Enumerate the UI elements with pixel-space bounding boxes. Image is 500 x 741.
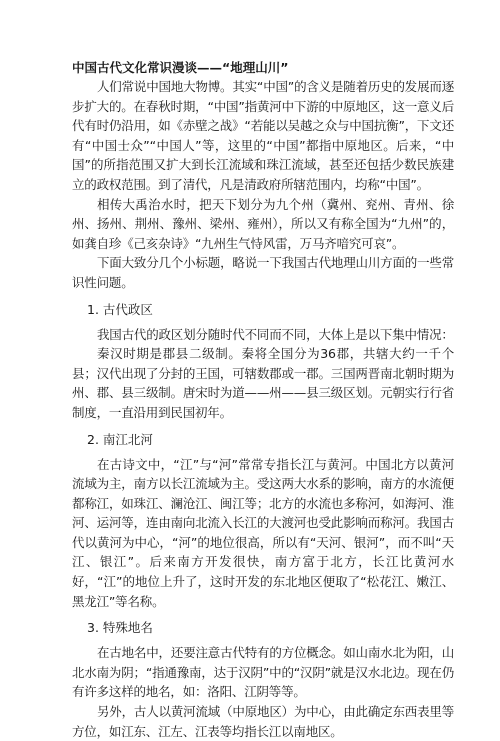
section-heading-1: 1. 古代政区 [87, 301, 153, 317]
section-heading-3: 3. 特殊地名 [87, 620, 153, 636]
section-2-paragraph-1: 在古诗文中，“江”与“河”常常专指长江与黄河。中国北方以黄河流域为主，南方以长江流域为主。受这两大水系的影响，南方的水流便都称江，如珠江、澜沧江、闽江等；北方的水流也多称河，如海河、淮河、运河等，连由南向北流入长江的大渡河也受此影响而称河。我国古代以黄河为中心，“河”的地位很高，所以有“天河、银河”，而不叫“天江、银江”。后来南方开发很快，南方富于北方，长江比黄河水好，“江”的地位上升了，这时开发的东北地区便取了“松花江、嫩江、黑龙江”等名称。 [72, 456, 454, 609]
intro-paragraph-3: 下面大致分几个小标题，略说一下我国古代地理山川方面的一些常识性问题。 [72, 255, 454, 290]
section-3-paragraph-1: 在古地名中，还要注意古代特有的方位概念。如山南水北为阳，山北水南为阴；“指通豫南，达于汉阴”中的“汉阴”就是汉水北边。现在仍有许多这样的地名，如：洛阳、江阴等等。 [72, 645, 454, 700]
section-3-paragraph-2: 另外，古人以黄河流域（中原地区）为中心，由此确定东西表里等方位，如江东、江左、江表等均指长江以南地区。 [72, 704, 454, 739]
section-1-paragraph-1: 我国古代的政区划分随时代不同而不同，大体上是以下集中情况： [97, 326, 454, 342]
intro-paragraph-1: 人们常说中国地大物博。其实“中国”的含义是随着历史的发展而逐步扩大的。在春秋时期，“中国”指黄河中下游的中原地区，这一意义后代有时仍沿用，如《赤壁之战》“若能以吴越之众与中国抗衡”，下文还有“中国士众”“中国人”等，这里的“中国”都指中原地区。后来，“中国”的所指范围又扩大到长江流域和珠江流域，甚至还包括少数民族建立的政权范围。到了清代，凡是清政府所辖范围内，均称“中国”。 [72, 79, 454, 192]
section-1-paragraph-2: 秦汉时期是郡县二级制。秦将全国分为36郡，共辖大约一千个县；汉代出现了分封的王国，可辖数郡或一郡。三国两晋南北朝时期为州、郡、县三级制。唐宋时为道——州——县三级区划。元朝实行行省制度，一直沿用到民国初年。 [72, 346, 454, 420]
document-title: 中国古代文化常识漫谈——“地理山川” [72, 60, 289, 75]
section-heading-2: 2. 南江北河 [87, 431, 153, 447]
intro-paragraph-2: 相传大禹治水时，把天下划分为九个州（冀州、兖州、青州、徐州、扬州、荆州、豫州、梁州、雍州），所以又有称全国为“九州”的，如龚自珍《己亥杂诗》“九州生气恃风雷，万马齐喑究可哀”。 [72, 196, 454, 251]
